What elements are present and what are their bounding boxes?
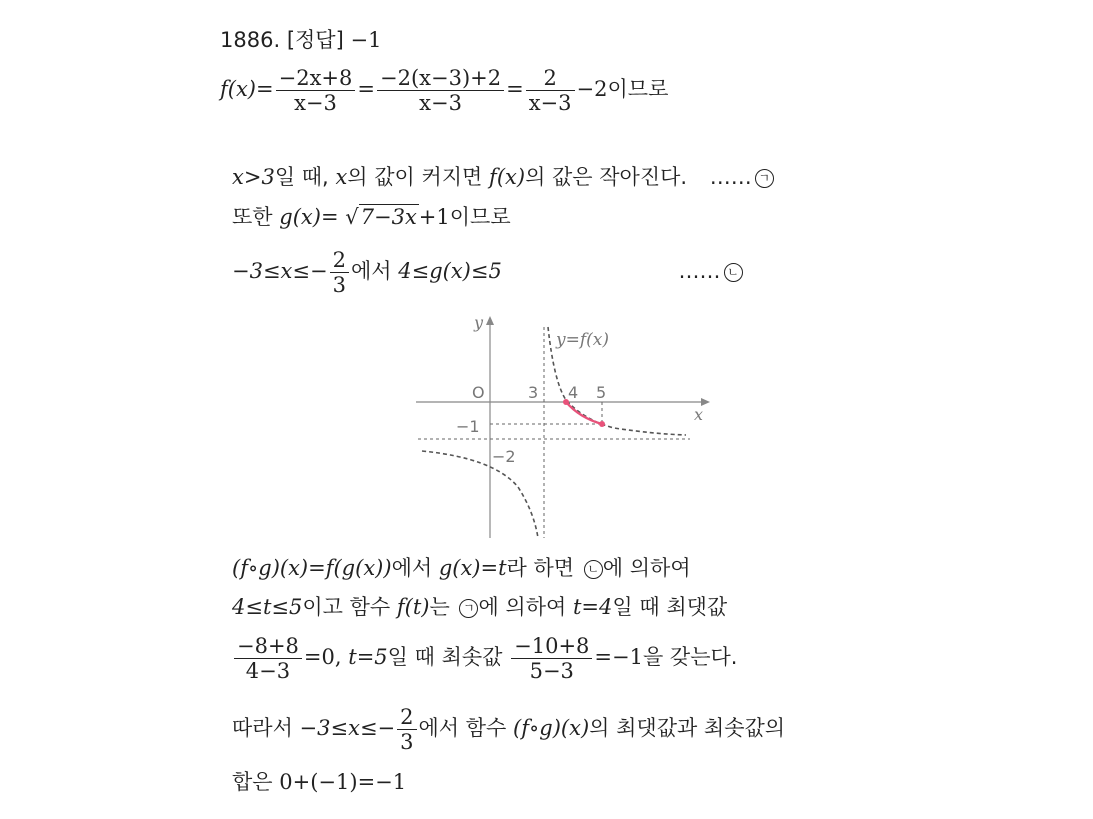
fraction-1-num: −2x+8 <box>276 66 356 91</box>
circle-mark-a-ref: ㄱ <box>459 599 478 618</box>
text-so: 이므로 <box>449 205 511 229</box>
fraction-min <box>511 634 592 683</box>
fraction-2-3-b <box>397 705 416 754</box>
text-when: 일 때, <box>274 165 329 189</box>
y-axis-label: y <box>474 313 484 332</box>
statement-values <box>232 634 737 683</box>
fraction-2-num: −2(x−3)+2 <box>377 66 504 91</box>
text-max: 일 때 최댓값 <box>612 595 728 619</box>
text-increases: 의 값이 커지면 <box>347 165 483 189</box>
statement-gx <box>232 207 511 228</box>
statement-therefore <box>232 705 785 754</box>
fraction-2-3-b-den: 3 <box>400 730 414 755</box>
fraction-3 <box>526 66 575 115</box>
text-also: 또한 <box>232 205 273 229</box>
curve-left-branch <box>422 451 538 538</box>
function-graph <box>414 312 726 540</box>
x-range-2: −3≤x≤− <box>299 716 396 741</box>
text-has: 을 갖는다. <box>642 645 738 670</box>
gx-plus: +1 <box>418 205 450 229</box>
fraction-min-num: −10+8 <box>511 634 592 659</box>
highlighted-segment <box>566 402 602 424</box>
text-min: 일 때 최솟값 <box>387 645 503 670</box>
text-by: 에 의하여 <box>602 556 691 580</box>
text-by-2: 에 의하여 <box>478 595 567 619</box>
gx-lhs: g(x)= <box>279 205 339 229</box>
point-5 <box>599 421 605 427</box>
fraction-3-den: x−3 <box>528 91 572 116</box>
curve-label: y=f(x) <box>556 330 609 350</box>
gx-range: 4≤g(x)≤5 <box>398 259 502 284</box>
dots-1: …… <box>709 165 752 189</box>
text-therefore: 따라서 <box>232 716 293 741</box>
problem-number: 1886. <box>220 28 281 52</box>
fraction-2-den: x−3 <box>419 91 462 116</box>
fraction-min-den: 5−3 <box>529 659 574 684</box>
text-and-function: 이고 함수 <box>302 595 391 619</box>
statement-decreasing <box>232 167 774 188</box>
t-eq-4: t=4 <box>572 595 613 619</box>
fx-suffix: 이므로 <box>607 77 669 102</box>
y-tick-minus2: −2 <box>492 447 516 466</box>
t-eq-5: t=5 <box>348 645 388 670</box>
text-in: 에서 <box>350 259 392 284</box>
circle-mark-b: ㄴ <box>724 263 743 282</box>
fraction-2-3 <box>330 248 349 297</box>
composition-def: (f∘g)(x)=f(g(x)) <box>232 556 392 580</box>
x-axis-label: x <box>694 405 704 424</box>
tick-4: 4 <box>568 383 579 402</box>
ft: f(t) <box>396 595 430 619</box>
circle-mark-a: ㄱ <box>755 169 774 188</box>
text-max-min: 의 최댓값과 최솟값의 <box>589 716 786 741</box>
answer-value: −1 <box>350 28 382 52</box>
eq-minus1: =−1 <box>594 645 643 670</box>
fraction-max-num: −8+8 <box>234 634 302 659</box>
x-range: −3≤x≤− <box>232 259 328 284</box>
statement-composition <box>232 558 691 579</box>
var-x: x <box>335 165 348 189</box>
sqrt-radicand: 7−3x <box>360 205 417 229</box>
tick-5: 5 <box>596 383 607 402</box>
text-let: 라 하면 <box>506 556 575 580</box>
sum-result: 0+(−1)=−1 <box>279 770 407 794</box>
text-in-2: 에서 <box>391 556 433 580</box>
statement-sum <box>232 772 406 793</box>
statement-max <box>232 597 727 618</box>
fraction-2-3-num: 2 <box>330 248 349 273</box>
sqrt-expression: √7−3x <box>345 205 417 229</box>
dots-2: …… <box>678 259 721 284</box>
fraction-max-den: 4−3 <box>245 659 291 684</box>
answer-label: [정답] <box>286 28 344 52</box>
fx-lhs: f(x) <box>220 77 257 102</box>
problem-header <box>220 30 381 51</box>
text-in-function: 에서 함수 <box>418 716 507 741</box>
var-fx: f(x) <box>489 165 526 189</box>
equation-fx: f(x)= $\frac{-2x+8}{x-3}$ = $\frac{-2(x-3)+2}{x-3}$ = $\frac{2}{x-3}$ −2이므로 <box>220 66 669 116</box>
fog-x: (f∘g)(x) <box>513 716 590 741</box>
origin-label: O <box>472 383 485 402</box>
fraction-1-den: x−3 <box>294 91 337 116</box>
t-range: 4≤t≤5 <box>232 595 303 619</box>
substitution: g(x)=t <box>438 556 507 580</box>
fraction-2-3-den: 3 <box>332 273 346 298</box>
fraction-3-num: 2 <box>526 66 575 91</box>
cond-x-gt-3: x>3 <box>232 165 275 189</box>
circle-mark-b-ref: ㄴ <box>584 560 603 579</box>
text-is: 는 <box>429 595 450 619</box>
text-decreases: 의 값은 작아진다. <box>525 165 688 189</box>
fraction-max <box>234 634 302 683</box>
tick-3: 3 <box>528 383 539 402</box>
y-axis-arrow <box>486 316 494 325</box>
eq-zero: =0, <box>303 645 342 670</box>
fraction-2-3-b-num: 2 <box>397 705 416 730</box>
fx-tail: −2 <box>576 77 608 102</box>
statement-range <box>232 248 743 297</box>
y-tick-minus1: −1 <box>456 417 480 436</box>
fraction-2 <box>377 66 504 115</box>
text-sum: 합은 <box>232 770 273 794</box>
fraction-1 <box>276 66 356 115</box>
